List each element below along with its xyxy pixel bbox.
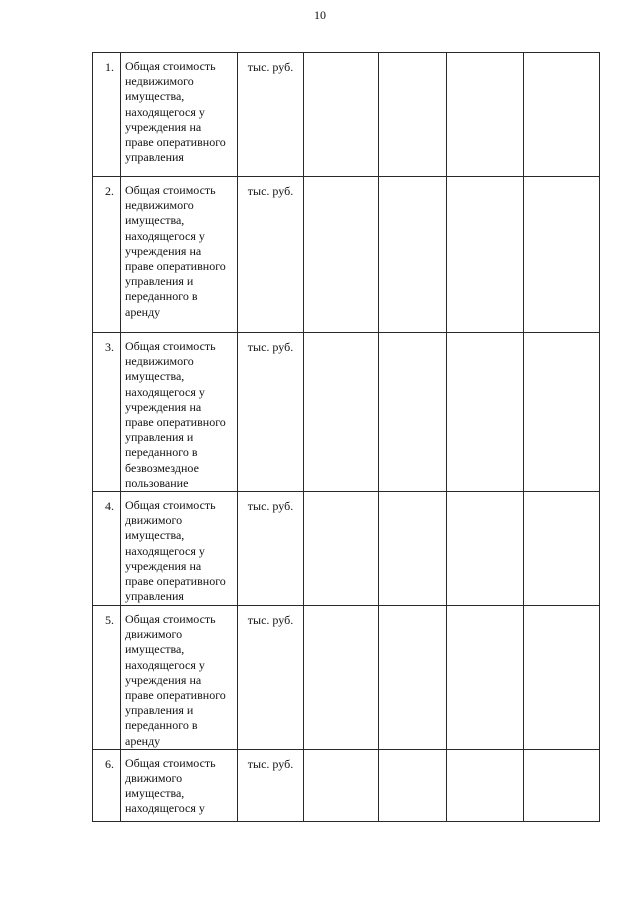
indicator-name-line: переданного в [125,289,198,304]
indicator-name-line: учреждения на [125,243,202,258]
indicator-name-line: безвозмездное [125,460,199,475]
value-cell [304,492,379,606]
indicator-name-line: Общая стоимость [125,612,216,627]
value-cell [379,606,447,750]
indicator-name-line: находящегося у [125,228,205,243]
value-cell [304,53,379,177]
value-cell [447,749,524,821]
indicator-name-line: Общая стоимость [125,755,216,770]
indicator-name-line: праве оперативного [125,415,226,430]
value-cell [524,749,600,821]
row-number: 5. [93,606,121,750]
value-cell [304,177,379,333]
value-cell [379,177,447,333]
indicator-name-line: управления и [125,703,194,718]
value-cell [524,177,600,333]
row-number: 1. [93,53,121,177]
indicator-name-line: управления [125,150,184,165]
indicator-name-line: учреждения на [125,119,202,134]
indicator-name-line: имущества, [125,213,185,228]
indicator-name-line: движимого [125,771,183,786]
value-cell [524,333,600,492]
indicator-name-line: недвижимого [125,74,194,89]
table-row [93,606,600,750]
indicator-name [121,177,238,333]
indicator-name [121,492,238,606]
value-cell [447,492,524,606]
indicator-name [121,53,238,177]
indicator-name-line: Общая стоимость [125,59,216,73]
indicator-name-line: учреждения на [125,672,202,687]
indicator-name-line: аренду [125,733,161,748]
value-cell [304,333,379,492]
indicator-name-line: управления и [125,430,194,445]
indicator-name-line: управления и [125,274,194,289]
unit-of-measure: тыс. руб. [238,492,304,606]
value-cell [379,53,447,177]
indicator-name-line: имущества, [125,528,185,543]
indicator-name-line: праве оперативного [125,688,226,703]
indicator-name-line: недвижимого [125,354,194,369]
property-value-table [92,52,600,822]
indicator-name [121,333,238,492]
page-number: 10 [314,8,326,22]
indicator-name-line: имущества, [125,369,185,384]
indicator-name-line: имущества, [125,89,185,104]
table-row [93,53,600,177]
value-cell [447,53,524,177]
indicator-name-line: находящегося у [125,657,205,672]
indicator-name-line: управления [125,589,184,604]
value-cell [524,492,600,606]
indicator-name-line: аренду [125,304,161,319]
value-cell [524,606,600,750]
indicator-name-line: переданного в [125,718,198,733]
table-row [93,492,600,606]
value-cell [524,53,600,177]
row-number: 4. [93,492,121,606]
table-row [93,749,600,821]
indicator-name-line: переданного в [125,445,198,460]
indicator-name-line: находящегося у [125,384,205,399]
indicator-name [121,606,238,750]
indicator-name-line: находящегося у [125,801,205,816]
indicator-name-line: имущества, [125,786,185,801]
value-cell [304,606,379,750]
indicator-name-line: имущества, [125,642,185,657]
indicator-name-line: праве оперативного [125,574,226,589]
indicator-name-line: Общая стоимость [125,183,216,197]
indicator-name-line: Общая стоимость [125,339,216,353]
indicator-name-line: движимого [125,513,183,528]
indicator-name [121,749,238,821]
row-number: 2. [93,177,121,333]
unit-of-measure: тыс. руб. [238,749,304,821]
value-cell [379,333,447,492]
unit-of-measure: тыс. руб. [238,606,304,750]
value-cell [447,177,524,333]
indicator-name-line: находящегося у [125,543,205,558]
value-cell [447,606,524,750]
indicator-name-line: учреждения на [125,399,202,414]
unit-of-measure: тыс. руб. [238,53,304,177]
value-cell [379,749,447,821]
value-cell [304,749,379,821]
unit-of-measure: тыс. руб. [238,177,304,333]
indicator-name-line: недвижимого [125,198,194,213]
unit-of-measure: тыс. руб. [238,333,304,492]
table-row [93,333,600,492]
value-cell [379,492,447,606]
table-row [93,177,600,333]
indicator-name-line: праве оперативного [125,259,226,274]
row-number: 3. [93,333,121,492]
indicator-name-line: движимого [125,627,183,642]
indicator-name-line: находящегося у [125,104,205,119]
indicator-name-line: учреждения на [125,558,202,573]
indicator-name-line: праве оперативного [125,135,226,150]
indicator-name-line: пользование [125,475,189,490]
indicator-name-line: Общая стоимость [125,498,216,513]
row-number: 6. [93,749,121,821]
value-cell [447,333,524,492]
